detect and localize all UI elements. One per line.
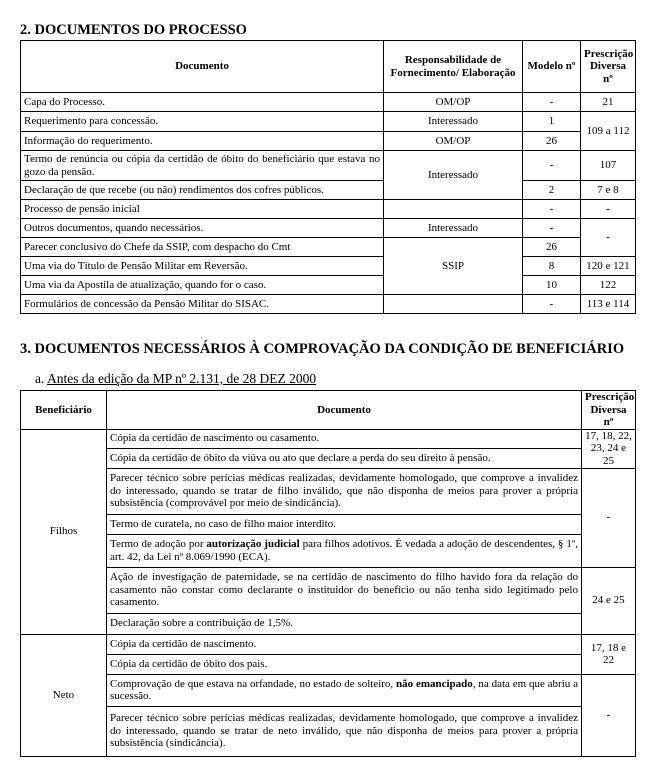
table-row [21, 534, 636, 567]
cell-resp: Interessado [384, 112, 523, 132]
cell-presc: 24 e 25 [582, 567, 636, 634]
cell-doc: Ação de investigação de paternidade, se na certidão de nascimento do filho havido fora da relação do casamento não constar como declarante o instituidor do benefício ou não tenha sido legitimado pelo casamento. [107, 567, 582, 613]
header-documento: Documento [107, 391, 582, 430]
table-header-row [21, 391, 636, 430]
cell-modelo: 8 [523, 257, 581, 276]
orfandade-text-pre: Comprovação de que estava na orfandade, no estado de solteiro, [110, 677, 397, 690]
header-prescricao: Prescrição Diversa nº [581, 41, 636, 93]
orfandade-text-post: , na data em que abriu a sucessão. [110, 677, 578, 702]
table-row [21, 238, 636, 257]
cell-doc: Cópia da certidão de nascimento ou casamento. [107, 429, 582, 448]
cell-modelo: 10 [523, 276, 581, 295]
cell-presc: 107 [581, 151, 636, 181]
beneficiary-table [20, 390, 636, 757]
cell-doc: Informação do requerimento. [21, 132, 384, 151]
cell-resp: OM/OP [384, 93, 523, 112]
adocao-text-pre: Termo de adoção por [110, 538, 207, 550]
table-row [21, 706, 636, 756]
table-row [21, 654, 636, 674]
cell-presc: - [582, 674, 636, 756]
cell-presc: 17, 18, 22, 23, 24 e 25 [582, 429, 636, 468]
beneficiary-neto: Neto [21, 634, 107, 756]
table-row [21, 567, 636, 613]
cell-modelo: 26 [523, 238, 581, 257]
cell-presc: 122 [581, 276, 636, 295]
cell-doc: Uma via da Apostila de atualização, quando for o caso. [21, 276, 384, 295]
cell-modelo: 26 [523, 132, 581, 151]
header-beneficiario: Beneficiário [21, 391, 107, 430]
cell-modelo: 1 [523, 112, 581, 132]
table-row [21, 429, 636, 448]
cell-presc: - [581, 200, 636, 219]
cell-doc: Uma via do Título de Pensão Militar em Reversão. [21, 257, 384, 276]
cell-modelo: - [523, 295, 581, 314]
header-documento: Documento [21, 41, 384, 93]
cell-doc: Capa do Processo. [21, 93, 384, 112]
cell-presc: - [582, 468, 636, 567]
cell-doc: Cópia da certidão de óbito da viúva ou ato que declare a perda do seu direito à pensão. [107, 448, 582, 468]
header-prescricao: Prescrição Diversa nº [582, 391, 636, 430]
section-3-title: 3. DOCUMENTOS NECESSÁRIOS À COMPROVAÇÃO DA CONDIÇÃO DE BENEFICIÁRIO [20, 341, 625, 357]
table-row [21, 112, 636, 132]
table-header-row [21, 41, 636, 93]
cell-resp: Interessado [384, 151, 523, 200]
table-row [21, 257, 636, 276]
table-row [21, 200, 636, 219]
cell-doc [107, 674, 582, 706]
cell-doc: Outros documentos, quando necessários. [21, 219, 384, 238]
cell-doc: Parecer técnico sobre perícias médicas realizadas, devidamente homologado, que comprove a invalidez do interessado, quando se tratar de filho inválido, que não disponha de meios para prover a própria subsistência (comprovável por meio de sindicância). [107, 468, 582, 514]
table-row [21, 276, 636, 295]
cell-modelo: - [523, 219, 581, 238]
table-row [21, 674, 636, 706]
header-modelo: Modelo nº [523, 41, 581, 93]
cell-doc: Parecer conclusivo do Chefe da SSIP, com despacho do Cmt [21, 238, 384, 257]
cell-doc: Parecer técnico sobre perícias médicas realizadas, devidamente homologado, que comprove a invalidez do interessado, quando se tratar de neto inválido, que não disponha de meios para prover a própria subsistência (sindicância). [107, 706, 582, 756]
cell-doc: Processo de pensão inicial [21, 200, 384, 219]
cell-modelo: 2 [523, 181, 581, 200]
adocao-text-post: para filhos adotivos. É vedada a adoção de descendentes, § 1º, art. 42, da Lei nº 8.069/1990 (ECA). [110, 538, 578, 563]
cell-resp: OM/OP [384, 132, 523, 151]
cell-doc: Cópia da certidão de nascimento. [107, 634, 582, 654]
cell-presc: 7 e 8 [581, 181, 636, 200]
cell-resp-empty [384, 295, 523, 314]
cell-presc: 113 e 114 [581, 295, 636, 314]
orfandade-text-bold: não emancipado [396, 677, 473, 690]
cell-resp-empty [384, 200, 523, 219]
table-row [21, 295, 636, 314]
table-row [21, 514, 636, 534]
cell-presc: 21 [581, 93, 636, 112]
table-row [21, 448, 636, 468]
subsection-title: Antes da edição da MP nº 2.131, de 28 DEZ 2000 [47, 371, 317, 386]
cell-modelo: - [523, 200, 581, 219]
documents-table [20, 40, 636, 314]
cell-resp: SSIP [384, 238, 523, 295]
adocao-text-bold: autorização judicial [206, 538, 300, 550]
cell-doc: Formulários de concessão da Pensão Militar do SISAC. [21, 295, 384, 314]
cell-presc: - [581, 219, 636, 257]
cell-modelo: - [523, 93, 581, 112]
beneficiary-filhos: Filhos [21, 429, 107, 634]
table-row [21, 132, 636, 151]
cell-doc: Termo de curatela, no caso de filho maior interdito. [107, 514, 582, 534]
table-row [21, 219, 636, 238]
cell-modelo: - [523, 151, 581, 181]
table-row [21, 468, 636, 514]
table-row [21, 181, 636, 200]
cell-doc: Requerimento para concessão. [21, 112, 384, 132]
section-2-title: 2. DOCUMENTOS DO PROCESSO [20, 22, 247, 38]
header-responsabilidade: Responsabilidade de Fornecimento/ Elaboração [384, 41, 523, 93]
cell-doc: Termo de renúncia ou cópia da certidão de óbito do beneficiário que estava no gozo da pensão. [21, 151, 384, 181]
cell-doc: Cópia da certidão de óbito dos pais. [107, 654, 582, 674]
cell-doc: Declaração de que recebe (ou não) rendimentos dos cofres públicos. [21, 181, 384, 200]
cell-doc: Declaração sobre a contribuição de 1,5%. [107, 613, 582, 634]
table-row [21, 93, 636, 112]
table-row [21, 151, 636, 181]
table-row [21, 613, 636, 634]
cell-resp: Interessado [384, 219, 523, 238]
cell-presc: 120 e 121 [581, 257, 636, 276]
cell-doc [107, 534, 582, 567]
cell-presc: 17, 18 e 22 [582, 634, 636, 674]
cell-presc: 109 a 112 [581, 112, 636, 151]
subsection-a [35, 371, 316, 387]
subsection-prefix: a. [35, 371, 47, 386]
table-row [21, 634, 636, 654]
